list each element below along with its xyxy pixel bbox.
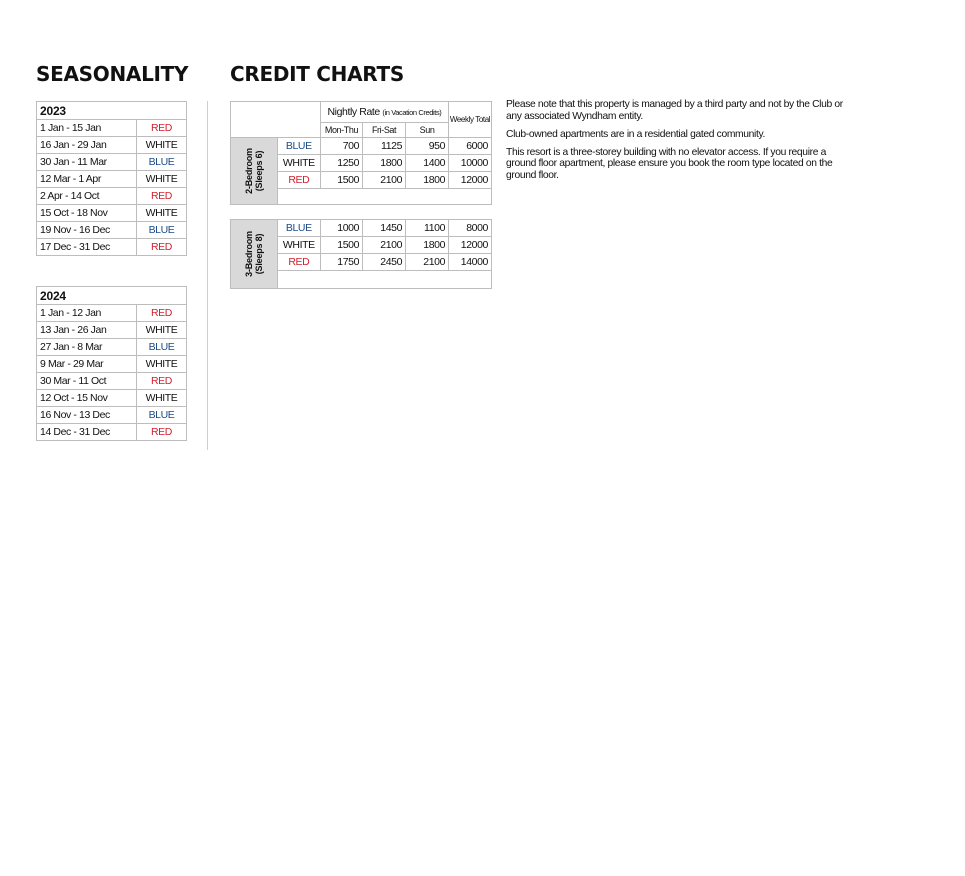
date-range: 15 Oct - 18 Nov: [37, 205, 137, 222]
credit-chart-2-bedroom: [230, 101, 492, 205]
note-third-party: Please note that this property is managed by a third party and not by the Club or any associated Wyndham entity.: [506, 99, 843, 122]
weekly-total: 8000: [449, 220, 492, 237]
note-gated-community: Club-owned apartments are in a residential gated community.: [506, 128, 766, 140]
season-label: RED: [137, 373, 187, 390]
season-label: BLUE: [137, 154, 187, 171]
season-row: [37, 305, 187, 322]
date-range: 12 Mar - 1 Apr: [37, 171, 137, 188]
mon-thu-rate: 1250: [320, 155, 362, 172]
season-label: RED: [137, 305, 187, 322]
season-label: WHITE: [137, 390, 187, 407]
date-range: 30 Jan - 11 Mar: [37, 154, 137, 171]
season-label: WHITE: [137, 137, 187, 154]
date-range: 1 Jan - 12 Jan: [37, 305, 137, 322]
property-notes: [506, 99, 858, 188]
col-sun: Sun: [406, 123, 449, 138]
season-label: BLUE: [277, 220, 320, 237]
col-mon-thu: Mon-Thu: [320, 123, 362, 138]
seasonality-heading: SEASONALITY: [36, 62, 189, 86]
blank-row: [277, 271, 491, 289]
seasonality-table-2024: [36, 286, 187, 441]
season-label: RED: [137, 239, 187, 256]
nightly-rate-header: Nightly Rate (in Vacation Credits): [320, 102, 448, 123]
season-label: RED: [137, 120, 187, 137]
sun-rate: 1800: [406, 172, 449, 189]
season-label: BLUE: [137, 339, 187, 356]
season-label: RED: [137, 424, 187, 441]
fri-sat-rate: 1125: [363, 138, 406, 155]
season-row: [37, 339, 187, 356]
sun-rate: 1800: [406, 237, 449, 254]
season-row: [37, 390, 187, 407]
season-row: [37, 407, 187, 424]
season-row: [37, 424, 187, 441]
weekly-total: 12000: [449, 172, 492, 189]
year-label: 2024: [37, 287, 187, 305]
season-label: BLUE: [137, 407, 187, 424]
year-label: 2023: [37, 102, 187, 120]
season-label: RED: [277, 172, 320, 189]
fri-sat-rate: 2100: [363, 172, 406, 189]
date-range: 30 Mar - 11 Oct: [37, 373, 137, 390]
mon-thu-rate: 1750: [320, 254, 362, 271]
date-range: 12 Oct - 15 Nov: [37, 390, 137, 407]
note-no-elevator: This resort is a three-storey building with no elevator access. If you require a ground floor apartment, please ensure you book the room type located on the ground floor.: [506, 146, 833, 181]
unit-label: 3-Bedroom (Sleeps 8): [231, 220, 278, 289]
season-row: [37, 205, 187, 222]
mon-thu-rate: 700: [320, 138, 362, 155]
col-fri-sat: Fri-Sat: [363, 123, 406, 138]
date-range: 13 Jan - 26 Jan: [37, 322, 137, 339]
weekly-total: 12000: [449, 237, 492, 254]
date-range: 9 Mar - 29 Mar: [37, 356, 137, 373]
season-label: WHITE: [137, 171, 187, 188]
mon-thu-rate: 1000: [320, 220, 362, 237]
date-range: 17 Dec - 31 Dec: [37, 239, 137, 256]
date-range: 2 Apr - 14 Oct: [37, 188, 137, 205]
fri-sat-rate: 1800: [363, 155, 406, 172]
season-row: [37, 356, 187, 373]
rate-row: [231, 220, 492, 237]
blank-row: [277, 189, 491, 205]
sun-rate: 2100: [406, 254, 449, 271]
seasonality-table-2023: [36, 101, 187, 256]
mon-thu-rate: 1500: [320, 172, 362, 189]
date-range: 19 Nov - 16 Dec: [37, 222, 137, 239]
season-row: [37, 120, 187, 137]
credit-charts-heading: CREDIT CHARTS: [230, 62, 404, 86]
fri-sat-rate: 1450: [363, 220, 406, 237]
rate-row: [231, 138, 492, 155]
date-range: 27 Jan - 8 Mar: [37, 339, 137, 356]
season-label: RED: [277, 254, 320, 271]
mon-thu-rate: 1500: [320, 237, 362, 254]
season-label: WHITE: [277, 237, 320, 254]
date-range: 16 Nov - 13 Dec: [37, 407, 137, 424]
season-row: [37, 188, 187, 205]
weekly-total: 14000: [449, 254, 492, 271]
season-row: [37, 222, 187, 239]
date-range: 14 Dec - 31 Dec: [37, 424, 137, 441]
season-row: [37, 239, 187, 256]
season-label: WHITE: [137, 205, 187, 222]
season-row: [37, 373, 187, 390]
season-label: WHITE: [137, 322, 187, 339]
sun-rate: 950: [406, 138, 449, 155]
season-label: RED: [137, 188, 187, 205]
weekly-total-header: Weekly Total: [449, 102, 492, 138]
fri-sat-rate: 2100: [363, 237, 406, 254]
season-row: [37, 171, 187, 188]
season-label: BLUE: [137, 222, 187, 239]
season-row: [37, 137, 187, 154]
season-label: WHITE: [137, 356, 187, 373]
sun-rate: 1400: [406, 155, 449, 172]
weekly-total: 6000: [449, 138, 492, 155]
section-divider: [207, 101, 208, 450]
sun-rate: 1100: [406, 220, 449, 237]
season-label: BLUE: [277, 138, 320, 155]
season-row: [37, 322, 187, 339]
credit-chart-3-bedroom: [230, 219, 492, 289]
header-blank: [231, 102, 321, 138]
unit-label: 2-Bedroom (Sleeps 6): [231, 138, 278, 205]
date-range: 1 Jan - 15 Jan: [37, 120, 137, 137]
fri-sat-rate: 2450: [363, 254, 406, 271]
date-range: 16 Jan - 29 Jan: [37, 137, 137, 154]
weekly-total: 10000: [449, 155, 492, 172]
season-label: WHITE: [277, 155, 320, 172]
season-row: [37, 154, 187, 171]
